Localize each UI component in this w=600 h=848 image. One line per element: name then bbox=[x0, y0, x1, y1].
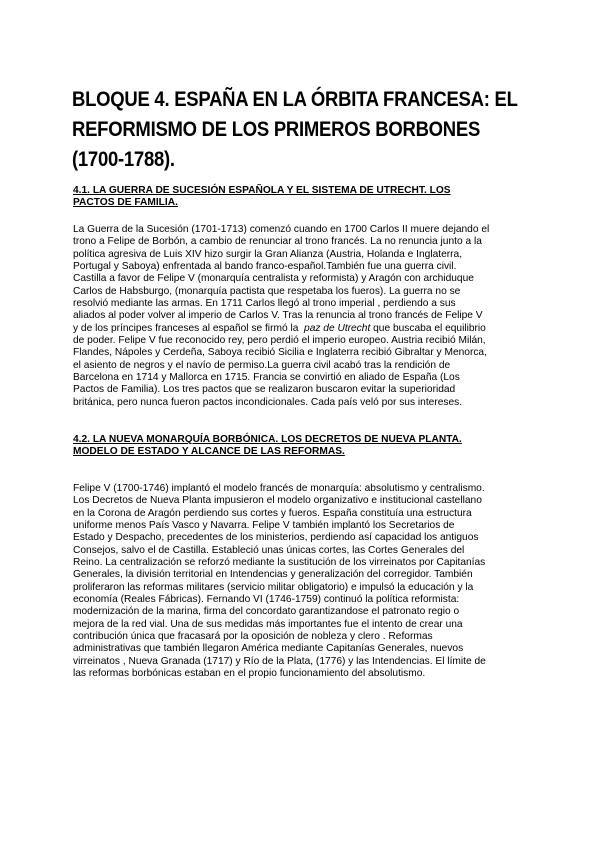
heading-line: PACTOS DE FAMILIA. bbox=[73, 197, 178, 208]
body-line: contribución única que fracasará por la oposición de nobleza y clero . Reformas bbox=[73, 631, 433, 643]
title-line: (1700-1788). bbox=[72, 147, 175, 171]
body-line: el asiento de negros y el navío de permiso.La guerra civil acabó tras la rendición de bbox=[73, 359, 451, 371]
body-line: Portugal y Saboya) enfrentada al bando franco-español.También fue una guerra civil. bbox=[73, 261, 457, 273]
body-line: trono a Felipe de Borbón, a cambio de renunciar al trono francés. La no renuncia junto a la bbox=[73, 236, 482, 248]
body-line: las reformas borbónicas estaban en el propio funcionamiento del absolutismo. bbox=[73, 668, 426, 680]
section-heading-4-1 bbox=[73, 185, 533, 209]
body-line: política agresiva de Luis XIV hizo surgir la Gran Alianza (Austria, Holanda e Inglaterra, bbox=[73, 248, 463, 260]
body-line: en la Corona de Aragón perdiendo sus cortes y fueros. España constituía una estructura bbox=[73, 507, 472, 519]
document-title bbox=[72, 84, 518, 174]
body-line: aliados al poder volver al imperio de Carlos V. Tras la renuncia al trono francés de Felipe V bbox=[73, 310, 483, 322]
paz-de-utrecht-phrase: paz de Utrecht bbox=[304, 322, 371, 334]
body-line: Reino. La centralización se reforzó mediante la sustitución de los virreinatos por Capitanías bbox=[73, 557, 486, 569]
body-line: de poder. Felipe V fue reconocido rey, pero perdió el imperio europeo. Austria recibió Milán, bbox=[73, 335, 486, 347]
body-line: Felipe V (1700-1746) implantó el modelo francés de monarquía: absolutismo y centralismo. bbox=[73, 483, 485, 494]
body-line: Pactos de Familia). Los tres pactos que se realizaron buscaron evitar la superioridad bbox=[73, 384, 456, 396]
body-line: Los Decretos de Nueva Planta impusieron el modelo organizativo e institucional castellano bbox=[73, 495, 482, 507]
body-line: mejora de la red vial. Una de sus medidas más importantes fue el intento de crear una bbox=[73, 618, 463, 630]
section-4-1-body bbox=[73, 224, 543, 409]
title-line: BLOQUE 4. ESPAÑA EN LA ÓRBITA FRANCESA: EL bbox=[72, 87, 518, 111]
body-line: modernización de la marina, firma del concordato garantizandose el patronato regio o bbox=[73, 606, 460, 618]
heading-line: 4.1. LA GUERRA DE SUCESIÓN ESPAÑOLA Y EL SISTEMA DE UTRECHT. LOS bbox=[73, 185, 451, 196]
body-line: Castilla a favor de Felipe V (monarquía centralista y reformista) y Aragón con archiduque bbox=[73, 273, 474, 285]
body-line: administrativas que también llegaron América mediante Capitanías Generales, nuevos bbox=[73, 643, 464, 655]
heading-line: 4.2. LA NUEVA MONARQUÍA BORBÓNICA. LOS DECRETOS DE NUEVA PLANTA. bbox=[73, 434, 462, 445]
section-heading-4-2 bbox=[73, 434, 533, 458]
body-line: Carlos de Habsburgo, (monarquía pactista que respetaba los fueros). La guerra no se bbox=[73, 285, 461, 297]
body-line: Flandes, Nápoles y Cerdeña, Saboya recibió Sicilia e Inglaterra recibió Gibraltar y Menorca, bbox=[73, 347, 487, 359]
body-line: Estado y Despacho, precedentes de los ministerios, perdiendo así capacidad los antiguos bbox=[73, 532, 479, 544]
body-line: resolvió mediante las armas. En 1711 Carlos llegó al trono imperial , perdiendo a sus bbox=[73, 298, 456, 310]
body-line-with-italic bbox=[73, 323, 543, 335]
body-line: economía (Reales Fábricas). Fernando VI (1746-1759) continuó la política reformista: bbox=[73, 594, 460, 606]
body-line: Generales, la división territorial en Intendencias y generalización del corregidor. También bbox=[73, 569, 473, 581]
body-line: uniforme menos País Vasco y Navarra. Felipe V también implantó los Secretarios de bbox=[73, 520, 455, 532]
body-line: proliferaron las reformas militares (servicio militar obligatorio) e impulsó la educación y la bbox=[73, 581, 474, 593]
title-line: REFORMISMO DE LOS PRIMEROS BORBONES bbox=[72, 117, 481, 141]
body-line: Barcelona en 1714 y Mallorca en 1715. Francia se convirtió en aliado de España (Los bbox=[73, 372, 460, 384]
heading-line: MODELO DE ESTADO Y ALCANCE DE LAS REFORMAS. bbox=[73, 446, 345, 457]
body-line: Consejos, salvo el de Castilla. Estableció unas únicas cortes, las Cortes Generales del bbox=[73, 544, 465, 556]
body-line-start: y de los príncipes franceses al español se firmó la bbox=[73, 322, 299, 334]
body-line: británica, pero nunca fueron pactos incondicionales. Cada país veló por sus intereses. bbox=[73, 396, 463, 408]
body-line: virreinatos , Nueva Granada (1717) y Río de la Plata, (1776) y las Intendencias. El límite de bbox=[73, 655, 486, 667]
body-line: La Guerra de la Sucesión (1701-1713) comenzó cuando en 1700 Carlos II muere dejando el bbox=[73, 224, 490, 235]
body-line-end: que buscaba el equilibrio bbox=[370, 322, 486, 334]
section-4-2-body bbox=[73, 483, 543, 681]
